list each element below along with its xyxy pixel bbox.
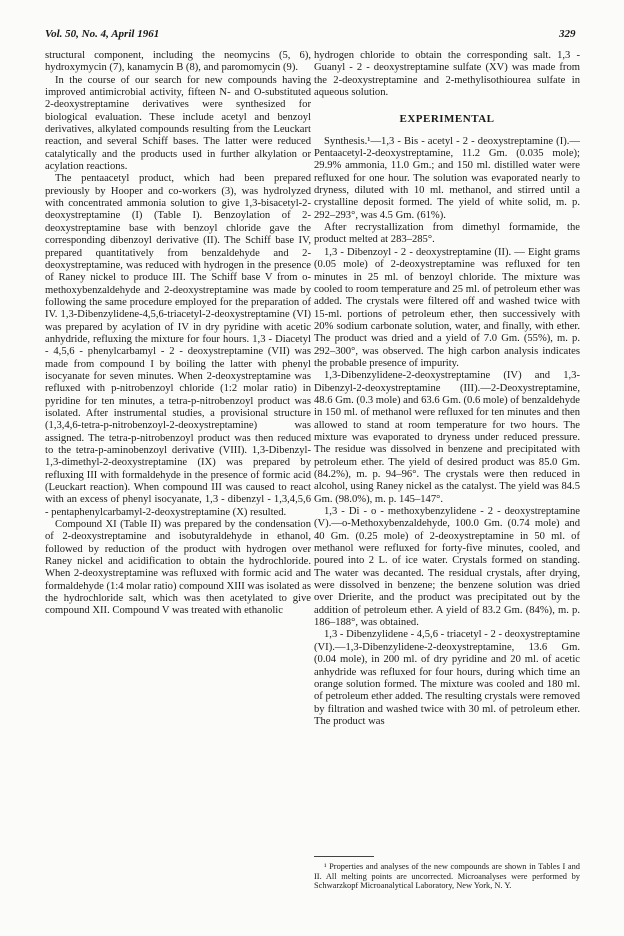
- paragraph: hydrogen chloride to obtain the corresponding salt. 1,3 - Guanyl - 2 - deoxystreptamine sulfate (XV) was made from the 2-deoxystreptamine and 2-methylisothiourea sulfate in aqueous solution.: [314, 50, 580, 99]
- section-heading: EXPERIMENTAL: [399, 113, 495, 126]
- footnote: [314, 862, 580, 891]
- paragraph: After recrystallization from dimethyl formamide, the product melted at 283–285°.: [314, 222, 580, 246]
- paragraph: 1,3 - Dibenzoyl - 2 - deoxystreptamine (II). — Eight grams (0.05 mole) of 2-deoxystreptamine was refluxed for ten minutes in 25 ml. of benzoyl chloride. The mixture was cooled to room temperature and 25 ml. of petroleum ether was added. The crystals were filtered off and washed twice with 15-ml. portions of petroleum ether, then successively with 20% sodium carbonate solution, water, and finally, with ether. The product was dried and a yield of 7.0 Gm. (55%), m. p. 292–300°, was observed. The high carbon analysis indicates the probable presence of impurity.: [314, 246, 580, 369]
- page-number: 329: [559, 28, 576, 40]
- footnote-rule: [314, 856, 374, 857]
- paragraph: Synthesis.¹—1,3 - Bis - acetyl - 2 - deoxystreptamine (I).—Pentaacetyl-2-deoxystreptamine, 11.2 Gm. (0.035 mole); 29.9% ammonia, 11.0 Gm.; and 150 ml. distilled water were refluxed for one hour. The solution was evaporated nearly to dryness, diluted with 10 ml. methanol, and stirred until a crystalline deposit formed. The yield of white solid, m. p. 292–293°, was 4.5 Gm. (61%).: [314, 135, 580, 221]
- right-column: [314, 50, 580, 728]
- paragraph: structural component, including the neomycins (5, 6), hydroxymycin (7), kanamycin B (8), and paromomycin (9).: [45, 50, 311, 74]
- paragraph: The pentaacetyl product, which had been prepared previously by Hooper and co-workers (3), was hydrolyzed with concentrated ammonia solution to give 1,3-bisacetyl-2-deoxystreptamine (I) (Table I). Benzoylation of 2-deoxystreptamine base with benzoyl chloride gave the corresponding dibenzoyl derivative (II). The Schiff base IV, prepared quantitatively from benzaldehyde and 2-deoxystreptamine, was reduced with hydrogen in the presence of Raney nickel to produce III. The Schiff base V from o-methoxybenzaldehyde and 2-deoxystreptamine was made by following the same procedure employed for the preparation of IV. 1,3-Dibenzylidene-4,5,6-triacetyl-2-deoxystreptamine (VI) was prepared by acylation of IV in dry pyridine with acetic anhydride, refluxing the mixture for four hours. 1,3 - Diacetyl - 4,5,6 - phenylcarbamyl - 2 - deoxystreptamine (VII) was made from compound I by boiling the latter with phenyl isocyanate for seven minutes. When 2-deoxystreptamine was refluxed with p-nitrobenzoyl chloride (1:2 molar ratio) in pyridine for ten minutes, a tetra-p-nitrobenzoyl product was isolated. After instrumental studies, a provisional structure (1,3,4,6-tetra-p-nitrobenzoyl-2-deoxystreptamine) was assigned. The tetra-p-nitrobenzoyl product was then reduced to the tetra-p-aminobenzoyl derivative (VIII). 1,3-Dibenzyl-1,3-dimethyl-2-deoxystreptamine (IX) was prepared by refluxing III with formaldehyde in the presence of formic acid (Leuckart reaction). When compound III was caused to react with an excess of phenyl isocyanate, 1,3 - dibenzyl - 1,3,4,5,6 - pentaphenylcarbamyl-2-deoxystreptamine (X) resulted.: [45, 173, 311, 518]
- footnote-text: ¹ Properties and analyses of the new compounds are shown in Tables I and II. All melting points are uncorrected. Microanalyses were performed by Schwarzkopf Microanalytical Laboratory, New York, N. Y.: [314, 862, 580, 891]
- left-column: [45, 50, 311, 618]
- paragraph: In the course of our search for new compounds having improved antimicrobial activity, fifteen N- and O-substituted 2-deoxystreptamine derivatives were synthesized for biological evaluation. These include acetyl and benzoyl derivatives, alkylated compounds resulting from the Leuckart reaction, and several Schiff bases. The latter were reduced catalytically and the products used in further alkylation or acylation reactions.: [45, 74, 311, 173]
- running-header: Vol. 50, No. 4, April 1961: [45, 28, 160, 40]
- paragraph: 1,3 - Dibenzylidene - 4,5,6 - triacetyl - 2 - deoxystreptamine (VI).—1,3-Dibenzylidene-2-deoxystreptamine, 13.6 Gm. (0.04 mole), in 200 ml. of dry pyridine and 20 ml. of acetic anhydride was refluxed for four hours, during which time an orange solution formed. The mixture was cooled and 180 ml. of petroleum ether added. The resulting crystals were removed by filtration and washed twice with 30 ml. of petroleum ether. The product was: [314, 629, 580, 727]
- paragraph: 1,3-Dibenzylidene-2-deoxystreptamine (IV) and 1,3-Dibenzyl-2-deoxystreptamine (III).—2-Deoxystreptamine, 48.6 Gm. (0.3 mole) and 63.6 Gm. (0.6 mole) of benzaldehyde in 150 ml. of methanol were refluxed for ten minutes and then allowed to stand at room temperature for two hours. The mixture was evaporated to dryness under reduced pressure. The residue was dissolved in benzene and precipitated with petroleum ether. The yield of desired product was 85.0 Gm. (84.2%), m. p. 94–96°. The crystals were then reduced in alcohol, using Raney nickel as the catalyst. The yield was 84.5 Gm. (98.0%), m. p. 145–147°.: [314, 370, 580, 505]
- paragraph: Compound XI (Table II) was prepared by the condensation of 2-deoxystreptamine and isobutyraldehyde in ethanol, followed by reduction of the product with hydrogen over Raney nickel and acidification to obtain the hydrochloride. When 2-deoxystreptamine was refluxed with formic acid and formaldehyde (1:4 molar ratio) compound XIII was isolated as the hydrochloride salt, which was then acetylated to give compound XII. Compound V was treated with ethanolic: [45, 519, 311, 617]
- paragraph: 1,3 - Di - o - methoxybenzylidene - 2 - deoxystreptamine (V).—o-Methoxybenzaldehyde, 100.0 Gm. (0.74 mole) and 40 Gm. (0.25 mole) of 2-deoxystreptamine in 50 ml. of methanol were refluxed for forty-five minutes, cooled, and poured into 2 L. of ice water. Crystals formed on standing. The water was decanted. The residual crystals, after drying, were dissolved in benzene; the benzene solution was dried over Drierite, and the product was precipitated out by the addition of petroleum ether. A yield of 83.2 Gm. (84%), m. p. 186–188°, was obtained.: [314, 506, 580, 629]
